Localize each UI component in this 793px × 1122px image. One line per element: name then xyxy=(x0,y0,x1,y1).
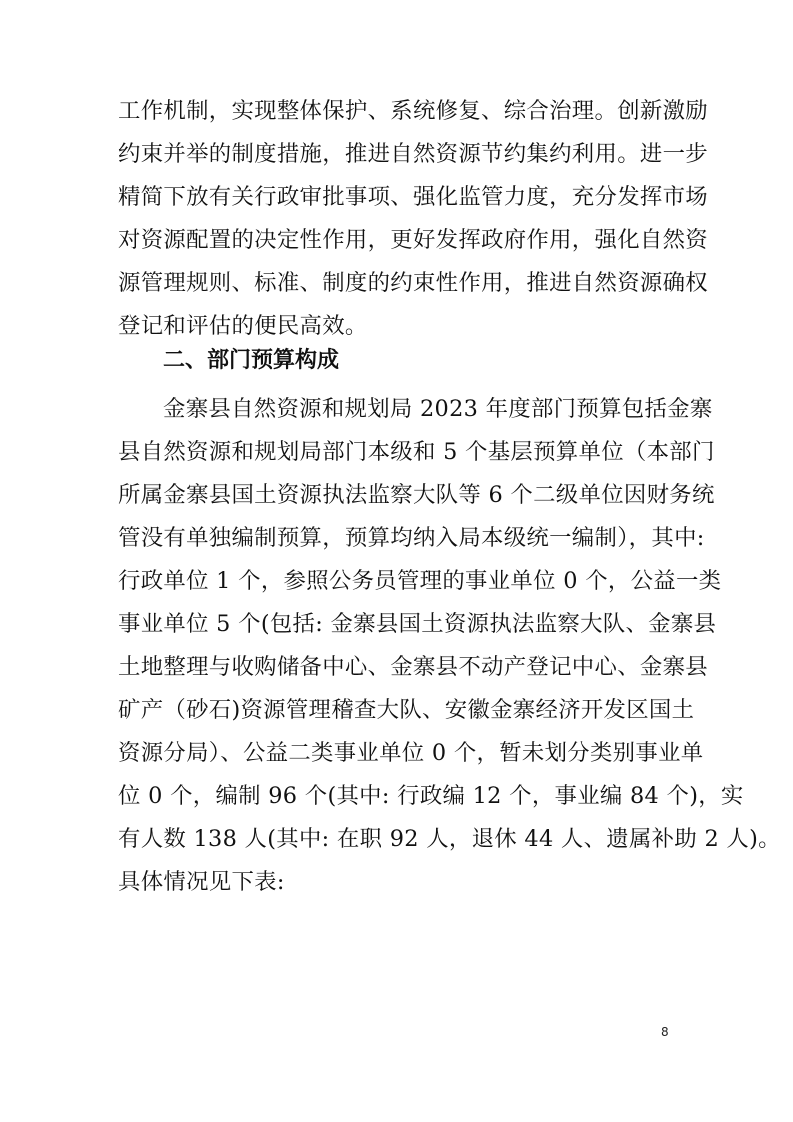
paragraph-line: 源管理规则、标准、制度的约束性作用，推进自然资源确权 xyxy=(118,270,708,296)
paragraph-line: 资源分局）、公益二类事业单位 0 个，暂未划分类别事业单 xyxy=(118,740,704,766)
section-heading: 二、部门预算构成 xyxy=(163,348,340,373)
paragraph-line: 所属金寨县国土资源执法监察大队等 6 个二级单位因财务统 xyxy=(118,482,715,508)
paragraph-line: 事业单位 5 个(包括: 金寨县国土资源执法监察大队、金寨县 xyxy=(118,611,717,637)
paragraph-line: 金寨县自然资源和规划局 2023 年度部门预算包括金寨 xyxy=(163,396,713,422)
paragraph-line: 登记和评估的便民高效。 xyxy=(118,313,368,339)
paragraph-line: 土地整理与收购储备中心、金寨县不动产登记中心、金寨县 xyxy=(118,654,708,680)
paragraph-line: 对资源配置的决定性作用，更好发挥政府作用，强化自然资 xyxy=(118,227,708,253)
paragraph-line: 有人数 138 人(其中: 在职 92 人，退休 44 人、遗属补助 2 人)。 xyxy=(118,826,781,852)
paragraph-line: 县自然资源和规划局部门本级和 5 个基层预算单位（本部门 xyxy=(118,439,715,465)
paragraph-line: 位 0 个，编制 96 个(其中: 行政编 12 个，事业编 84 个)，实 xyxy=(118,783,744,809)
paragraph-line: 管没有单独编制预算，预算均纳入局本级统一编制），其中: xyxy=(118,525,705,551)
paragraph-line: 工作机制，实现整体保护、系统修复、综合治理。创新激励 xyxy=(118,98,708,124)
paragraph-line: 精简下放有关行政审批事项、强化监管力度，充分发挥市场 xyxy=(118,184,708,210)
paragraph-line: 具体情况见下表: xyxy=(118,869,285,895)
page-number: 8 xyxy=(661,1025,669,1039)
paragraph-line: 矿产（砂石)资源管理稽查大队、安徽金寨经济开发区国土 xyxy=(118,697,695,723)
paragraph-line: 行政单位 1 个，参照公务员管理的事业单位 0 个，公益一类 xyxy=(118,568,722,594)
paragraph-line: 约束并举的制度措施，推进自然资源节约集约利用。进一步 xyxy=(118,141,708,167)
